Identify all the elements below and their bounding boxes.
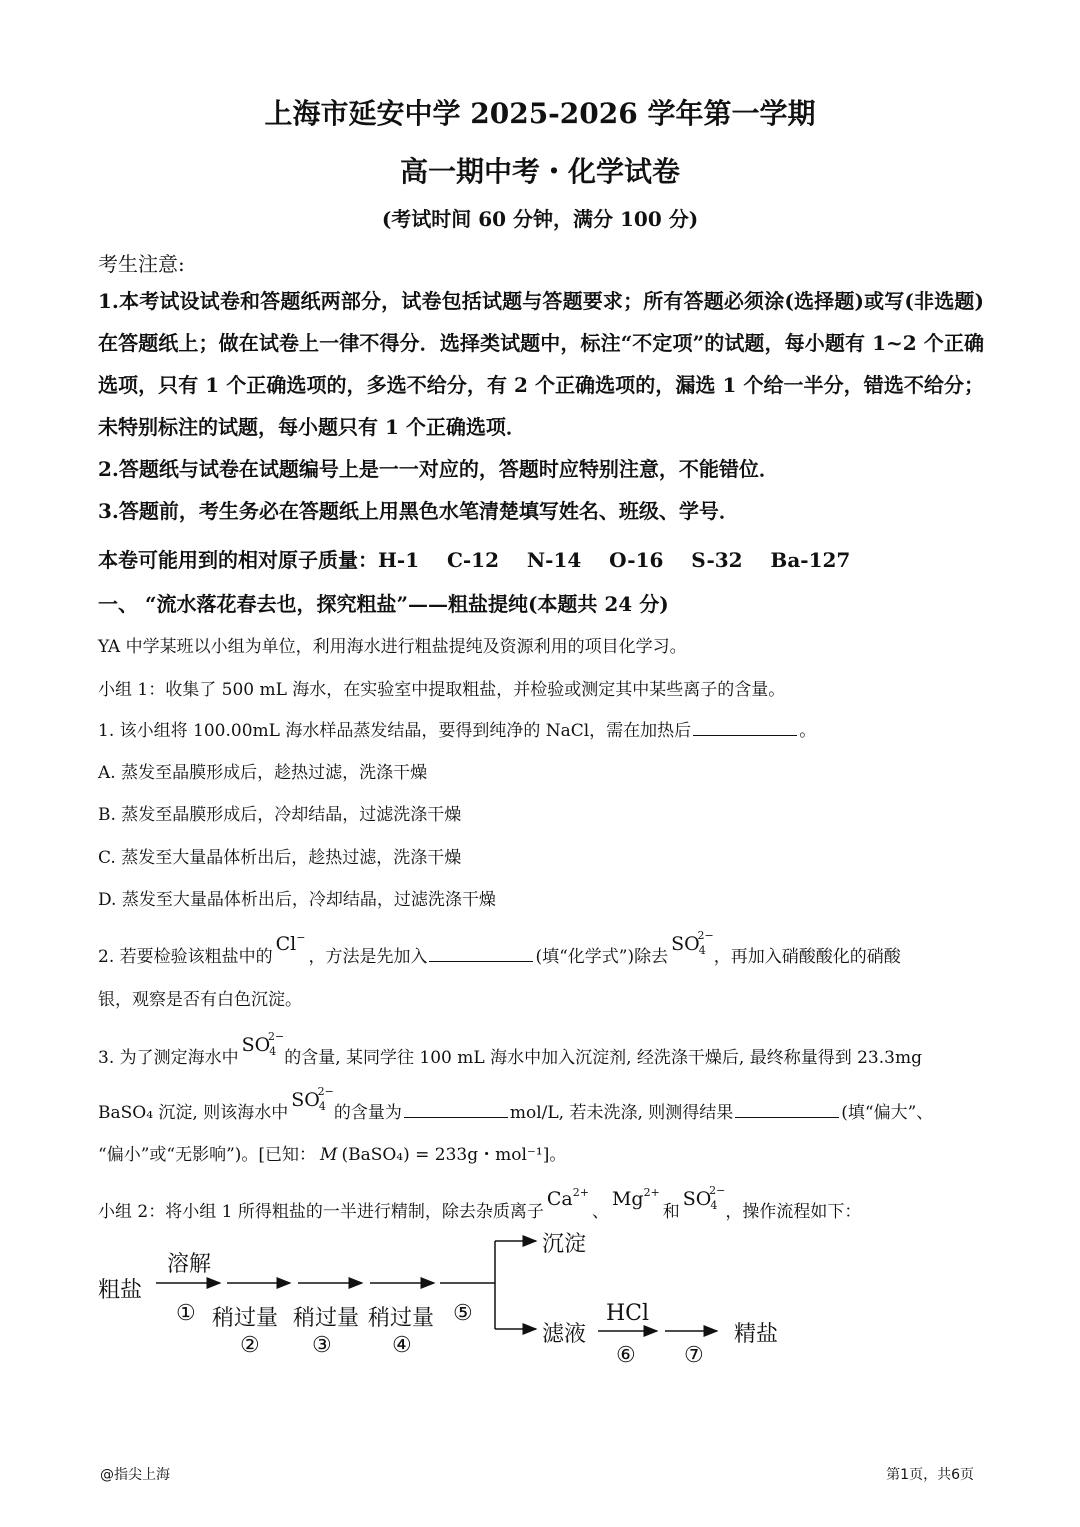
question-3-line3 [98, 1140, 566, 1165]
step-4-label: ④ [392, 1333, 412, 1358]
hcl-label: HCl [606, 1301, 650, 1326]
group2-and: 和 [662, 1202, 680, 1222]
filtrate-label: 滤液 [542, 1322, 587, 1347]
step-3-label: ③ [312, 1333, 332, 1358]
excess-label-2: 稍过量 [293, 1306, 360, 1331]
crude-salt-label: 粗盐 [98, 1278, 143, 1303]
option-a: A. 蒸发至晶膜形成后，趁热过滤，洗涤干燥 [98, 763, 428, 783]
notice-item-3: 3.答题前，考生务必在答题纸上用黑色水笔清楚填写姓名、班级、学号． [98, 499, 739, 523]
q3-text-e: mol/L, 若未洗涤, 则测得结果 [509, 1103, 734, 1123]
purification-flowchart [90, 1225, 850, 1385]
group2-text-b: ，操作流程如下： [725, 1202, 862, 1222]
q3-text-b: 的含量, 某同学往 100 mL 海水中加入沉淀剂, 经洗涤干燥后, 最终称量得到 23.3mg [284, 1048, 922, 1068]
molar-mass-symbol: M [320, 1145, 338, 1165]
calcium-ion: $Ca^{2+}$ [546, 1186, 589, 1210]
exam-subtitle: 高一期中考・化学试卷 [399, 155, 680, 188]
q3-text-h: (BaSO₄) = 233g・mol⁻¹]。 [341, 1145, 567, 1165]
notice-heading: 考生注意: [98, 252, 185, 276]
sulfate-ion: SO 2− 4 [291, 1085, 334, 1113]
notice-item-1: 1.本考试设试卷和答题纸两部分，试卷包括试题与答题要求；所有答题必须涂(选择题)或写(非选题)在答题纸上；做在试卷上一律不得分．选择类试题中，标注“不定项”的试题，每小题有 1~2 个正确选项，只有 1 个正确选项的，多选不给分，有 2 个正确选项的，漏选 1 个给一半分，错选不给分；未特别标注的试题，每小题只有 1 个正确选项． [98, 289, 984, 439]
footer-source: @指尖上海 [100, 1467, 170, 1483]
question-2-line1 [98, 929, 901, 967]
precipitate-label: 沉淀 [542, 1232, 587, 1257]
answer-blank [404, 1099, 508, 1118]
sulfate-ion: SO 2− 4 [671, 929, 714, 957]
section-title: 一、 “流水落花春去也，探究粗盐”——粗盐提纯(本题共 24 分) [98, 592, 669, 616]
page-number: 第1页，共6页 [886, 1467, 974, 1483]
sulfate-ion: SO 2− 4 [682, 1184, 726, 1212]
question-2-line2: 银，观察是否有白色沉淀。 [98, 990, 302, 1010]
excess-label-1: 稍过量 [212, 1306, 279, 1331]
q2-text-b: ，方法是先加入 [308, 947, 428, 967]
q3-text-d: 的含量为 [333, 1103, 402, 1123]
excess-label-3: 稍过量 [368, 1306, 435, 1331]
step-2-label: ② [240, 1333, 260, 1358]
page-title: 上海市延安中学 2025-2026 学年第一学期 [264, 97, 816, 130]
q3-text-a: 3. 为了测定海水中 [98, 1048, 239, 1068]
q2-text-a: 2. 若要检验该粗盐中的 [98, 947, 273, 967]
answer-blank [693, 717, 797, 736]
question-1 [98, 716, 816, 741]
answer-blank [735, 1099, 839, 1118]
option-c: C. 蒸发至大量晶体析出后，趁热过滤，洗涤干燥 [98, 848, 462, 868]
q2-text-c: (填“化学式”)除去 [535, 947, 669, 967]
step-5-label: ⑤ [453, 1301, 473, 1326]
answer-blank [429, 943, 533, 962]
option-b: B. 蒸发至晶膜形成后，冷却结晶，过滤洗涤干燥 [98, 805, 462, 825]
sulfate-ion: SO 2− 4 [241, 1030, 285, 1058]
refined-salt-label: 精盐 [734, 1322, 779, 1347]
chloride-ion: Cl− [275, 931, 306, 955]
section-intro: YA 中学某班以小组为单位，利用海水进行粗盐提纯及资源利用的项目化学习。 [98, 637, 687, 657]
step-7-label: ⑦ [684, 1343, 704, 1368]
q3-text-f: (填“偏大”、 [841, 1103, 934, 1123]
group1-description: 小组 1：收集了 500 mL 海水，在实验室中提取粗盐，并检验或测定其中某些离子的含量。 [98, 680, 786, 700]
notice-item-2: 2.答题纸与试卷在试题编号上是一一对应的，答题时应特别注意，不能错位． [98, 457, 779, 481]
question-1-text: 1. 该小组将 100.00mL 海水样品蒸发结晶，要得到纯净的 NaCl，需在加热后 [98, 721, 692, 741]
group2-description [98, 1184, 862, 1222]
q3-text-g: “偏小”或“无影响”)。[已知： [98, 1145, 317, 1165]
group2-text-a: 小组 2：将小组 1 所得粗盐的一半进行精制，除去杂质离子 [98, 1202, 544, 1222]
dissolve-label: 溶解 [167, 1252, 212, 1277]
magnesium-ion: $Mg^{2+}$ [611, 1186, 660, 1210]
question-1-end: 。 [799, 721, 817, 741]
exam-duration: (考试时间 60 分钟，满分 100 分) [381, 207, 699, 231]
step-1-label: ① [176, 1301, 196, 1326]
q3-text-c: BaSO₄ 沉淀, 则该海水中 [98, 1103, 289, 1123]
step-6-label: ⑥ [616, 1343, 636, 1368]
question-3-line2 [98, 1085, 934, 1123]
atomic-mass-line: 本卷可能用到的相对原子质量：H-1 C-12 N-14 O-16 S-32 Ba-127 [98, 548, 851, 572]
group2-separator: 、 [591, 1202, 609, 1222]
option-d: D. 蒸发至大量晶体析出后，冷却结晶，过滤洗涤干燥 [98, 890, 496, 910]
question-3-line1 [98, 1030, 922, 1068]
q2-text-d: ，再加入硝酸酸化的硝酸 [713, 947, 901, 967]
